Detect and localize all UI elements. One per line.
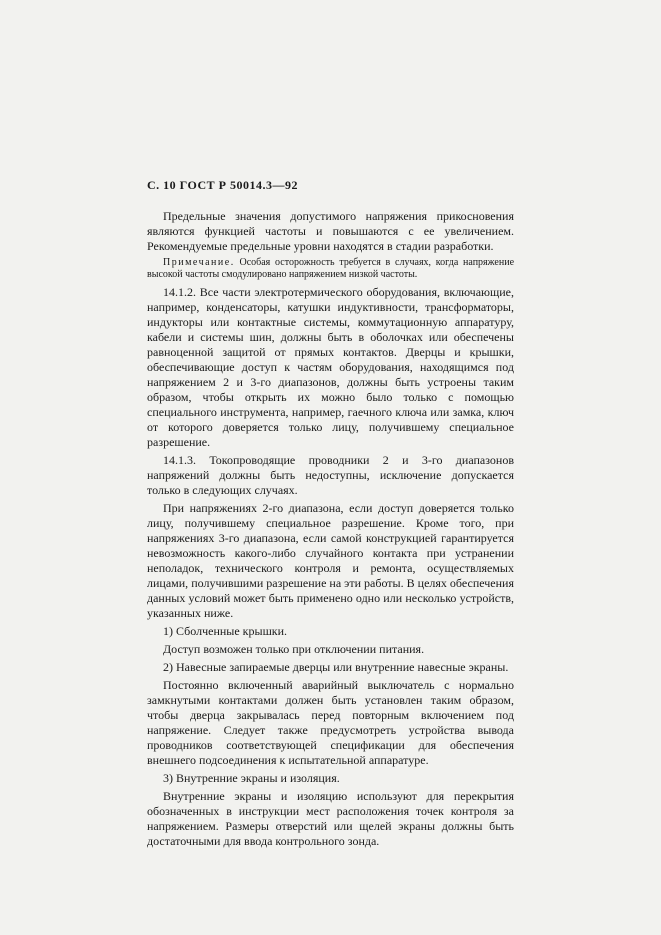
note-label: Примечание. (163, 257, 235, 268)
list-item-1: 1) Сболченные крышки. (163, 624, 288, 638)
list-item-2: 2) Навесные запираемые дверцы или внутренние навесные экраны. (163, 660, 509, 674)
document-body (147, 209, 514, 852)
list-item-1-text: Доступ возможен только при отключении питания. (163, 642, 425, 656)
paragraph-14-1-2: 14.1.2. Все части электротермического оборудования, включающие, например, конденсаторы, катушки индуктивности, трансформаторы, индукторы или контактные системы, коммутационную аппаратуру, кабели и системы шин, должны быть в оболочках или обеспечены равноценной защитой от прямых контактов. Дверцы и крышки, обеспечивающие доступ к частям оборудования, находящимся под напряжением 2 и 3-го диапазонов, должны быть устроены таким образом, чтобы открыть их можно было только с помощью специального инструмента, например, гаечного ключа или замка, ключ от которого доверяется только лицу, получившему специальное разрешение. (147, 285, 514, 449)
note (147, 257, 514, 281)
paragraph-voltage-ranges: При напряжениях 2-го диапазона, если доступ доверяется только лицу, получившему специальное разрешение. Кроме того, при напряжениях 3-го диапазона, если самой конструкцией гарантируется невозможность какого-либо случайного контакта при устранении неполадок, технического контроля и ремонта, осуществляемых лицами, получившими разрешение на эти работы. В целях обеспечения данных условий может быть применено одно или несколько устройств, указанных ниже. (147, 501, 514, 620)
paragraph-voltage-limits: Предельные значения допустимого напряжения прикосновения являются функцией частоты и повышаются с ее увеличением. Рекомендуемые предельные уровни находятся в стадии разработки. (147, 209, 514, 253)
note-text: Особая осторожность требуется в случаях, когда напряжение высокой частоты смодулировано напряжением низкой частоты. (147, 257, 515, 280)
list-item-3-text: Внутренние экраны и изоляцию используют для перекрытия обозначенных в инструкции мест расположения точек контроля за напряжением. Размеры отверстий или щелей экраны должны быть достаточными для ввода контрольного зонда. (147, 789, 514, 848)
list-item-2-text: Постоянно включенный аварийный выключатель с нормально замкнутыми контактами должен быть установлен таким образом, чтобы дверца закрывалась перед повторным включением под напряжение. Следует также предусмотреть устройства вывода проводников соответствующей спецификации для обеспечения внешнего подсоединения к испытательной аппаратуре. (147, 678, 514, 767)
page-header: С. 10 ГОСТ Р 50014.3—92 (147, 178, 298, 192)
paragraph-14-1-3: 14.1.3. Токопроводящие проводники 2 и 3-го диапазонов напряжений должны быть недоступны, исключение допускается только в следующих случаях. (147, 453, 514, 497)
list-item-3: 3) Внутренние экраны и изоляция. (163, 771, 340, 785)
